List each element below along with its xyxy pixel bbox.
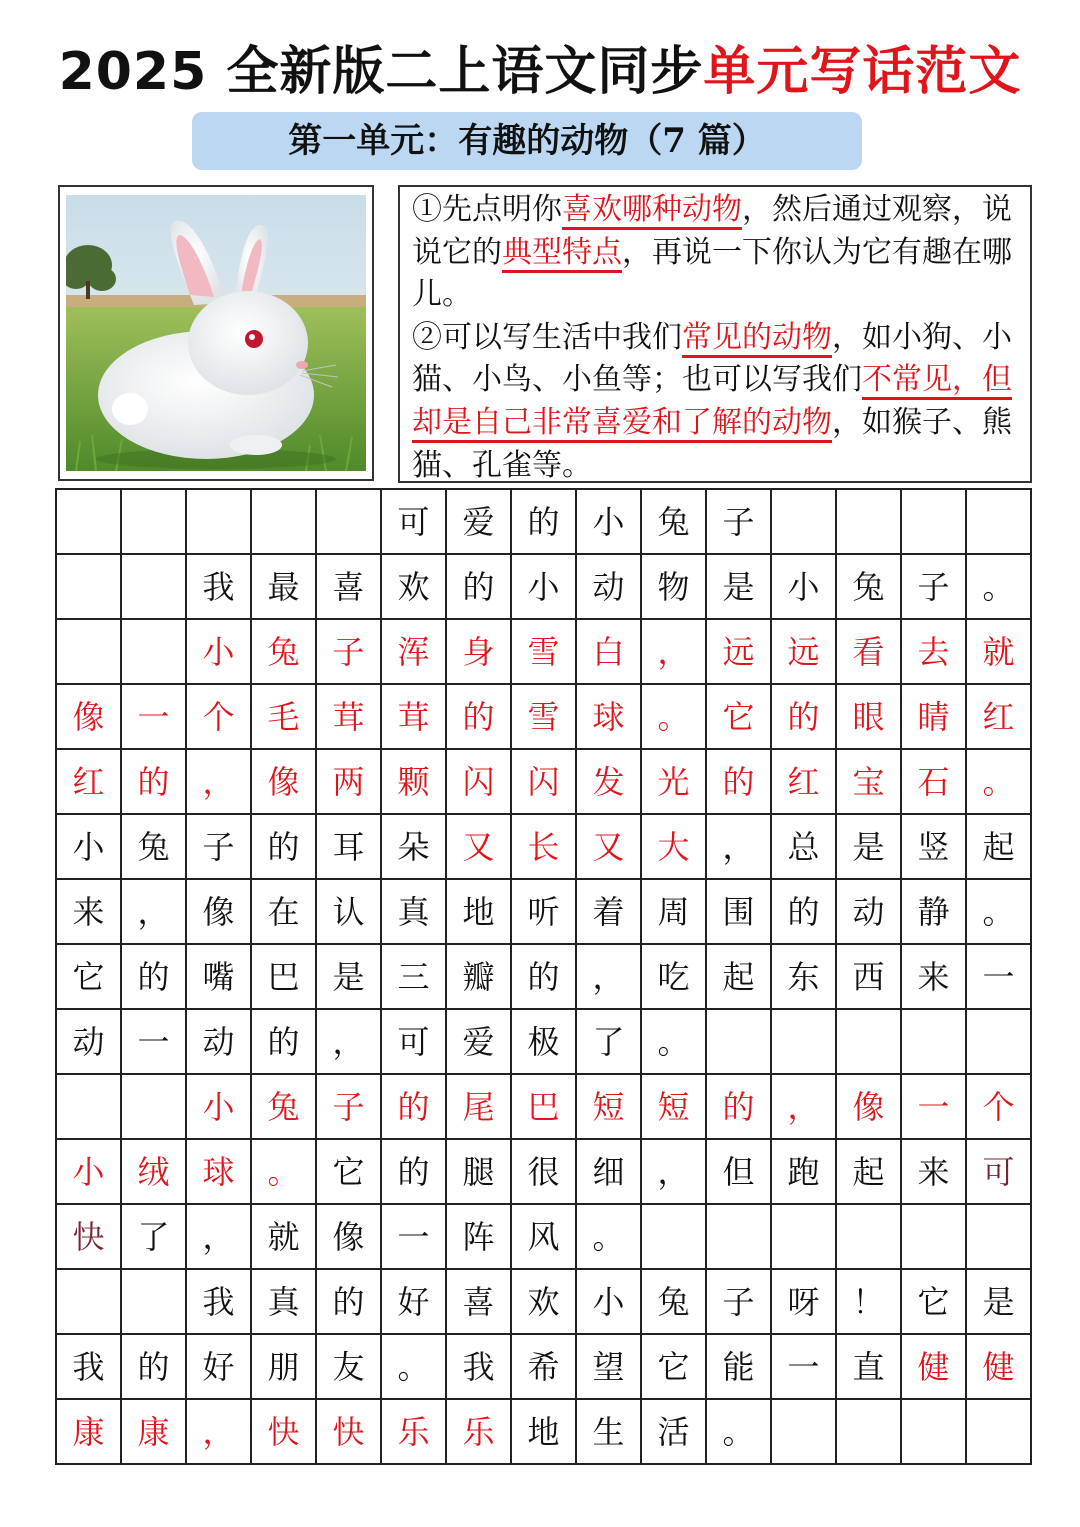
grid-cell [966,489,1031,554]
grid-cell: 像 [267,763,300,801]
grid-cell: 小 [72,1153,105,1191]
grid-cell: 的 [267,828,300,866]
writing-tips-box [398,185,1032,483]
grid-cell: 的 [787,698,820,736]
tip-highlight: 常见的动物 [682,320,832,358]
grid-cell: 动 [72,1023,105,1061]
grid-cell: 嘴 [202,958,235,996]
grid-cell: 。 [592,1218,625,1256]
grid-cell: 红 [982,698,1015,736]
grid-cell: 宝 [852,763,885,801]
grid-cell: 像 [852,1088,885,1126]
grid-cell [836,1399,901,1464]
title-part-red: 单元写话范文 [703,42,1022,102]
grid-cell: 一 [982,958,1015,996]
grid-cell: 能 [722,1348,755,1386]
grid-cell: 绒 [137,1153,170,1191]
grid-cell: ， [202,1413,235,1451]
grid-cell: 又 [462,828,495,866]
page-title [0,40,1080,104]
grid-cell: 远 [787,633,820,671]
grid-cell: 可 [397,1023,430,1061]
grid-cell: 物 [657,568,690,606]
grid-cell: 一 [137,1023,170,1061]
grid-cell: 静 [917,893,950,931]
grid-cell [966,1009,1031,1074]
grid-cell: 红 [72,763,105,801]
grid-cell [836,1204,901,1269]
grid-cell: 的 [462,698,495,736]
grid-cell: 球 [592,698,625,736]
grid-cell: 动 [852,893,885,931]
grid-cell: 光 [657,763,690,801]
grid-cell: 但 [722,1153,755,1191]
grid-cell: 我 [202,1283,235,1321]
grid-cell: 一 [917,1088,950,1126]
grid-cell: ， [592,958,625,996]
tip-text: ，如小狗、小猫、小鸟、小鱼等；也可以写我们 [412,319,1012,398]
grid-cell: 直 [852,1348,885,1386]
grid-cell [901,1204,966,1269]
grid-cell: 它 [72,958,105,996]
grid-cell: 闪 [527,763,560,801]
grid-cell: 来 [917,1153,950,1191]
grid-cell: 起 [852,1153,885,1191]
grid-cell: 茸 [397,698,430,736]
grid-cell: 子 [917,568,950,606]
grid-cell [706,1009,771,1074]
tip-highlight: 不常见，但却是自己非常喜爱和了解的动物 [412,362,1012,443]
grid-cell: 兔 [657,503,690,541]
grid-cell [121,554,186,619]
grid-cell: 的 [397,1153,430,1191]
grid-cell [56,619,121,684]
grid-cell: 就 [267,1218,300,1256]
grid-cell: 睛 [917,698,950,736]
grid-cell: 着 [592,893,625,931]
grid-cell: ， [332,1023,365,1061]
grid-cell: 腿 [462,1153,495,1191]
grid-cell: 的 [527,958,560,996]
grid-cell: 像 [202,893,235,931]
grid-cell: 兔 [137,828,170,866]
grid-cell: 一 [397,1218,430,1256]
tip-highlight: 喜欢哪种动物 [562,192,742,230]
grid-cell: 的 [332,1283,365,1321]
grid-cell: 欢 [397,568,430,606]
tip-text: ①先点明你 [412,192,562,227]
grid-cell: 地 [527,1413,560,1451]
grid-cell: 我 [202,568,235,606]
grid-cell: 的 [722,763,755,801]
grid-cell [56,554,121,619]
grid-cell: 朵 [397,828,430,866]
grid-cell: ， [657,633,690,671]
grid-cell: 茸 [332,698,365,736]
grid-cell: 是 [722,568,755,606]
grid-cell: 。 [657,1023,690,1061]
grid-cell: 大 [657,828,690,866]
essay-writing-grid [56,489,1031,1464]
grid-cell: 呀 [787,1283,820,1321]
grid-cell [901,489,966,554]
grid-cell [771,1204,836,1269]
tip-highlight: 典型特点 [502,235,622,273]
grid-cell: 在 [267,893,300,931]
grid-cell: 小 [72,828,105,866]
grid-cell: 子 [202,828,235,866]
grid-cell: 。 [657,698,690,736]
grid-cell: 阵 [462,1218,495,1256]
grid-cell: 它 [657,1348,690,1386]
grid-cell: 可 [397,503,430,541]
tip-text: ，再说一下你认为它有趣在哪儿。 [412,234,1012,313]
grid-cell: 希 [527,1348,560,1386]
grid-cell: 子 [722,1283,755,1321]
grid-cell: 地 [462,893,495,931]
grid-cell: 短 [592,1088,625,1126]
grid-cell: 。 [267,1153,300,1191]
grid-cell: 吃 [657,958,690,996]
grid-cell: 爱 [462,1023,495,1061]
grid-cell: 小 [202,1088,235,1126]
grid-cell: 起 [722,958,755,996]
grid-cell [121,1269,186,1334]
grid-cell: ！ [852,1283,885,1321]
grid-cell: 生 [592,1413,625,1451]
grid-cell: 个 [202,698,235,736]
grid-cell: 的 [722,1088,755,1126]
title-part-black: 2025 全新版二上语文同步 [58,42,704,102]
grid-cell: 认 [332,893,365,931]
grid-cell: 来 [72,893,105,931]
grid-cell: 子 [722,503,755,541]
grid-cell: 小 [202,633,235,671]
grid-cell: 。 [397,1348,430,1386]
tip-text: ，如猴子、熊猫、孔雀等。 [412,404,1012,483]
grid-cell: 就 [982,633,1015,671]
grid-cell [901,1009,966,1074]
grid-cell [121,489,186,554]
tip-paragraph-2 [412,317,1020,487]
grid-cell: 小 [527,568,560,606]
grid-cell: 东 [787,958,820,996]
grid-cell: 它 [332,1153,365,1191]
grid-cell [836,1009,901,1074]
grid-cell: 快 [267,1413,300,1451]
grid-cell: 起 [982,828,1015,866]
grid-cell: 是 [982,1283,1015,1321]
grid-cell: 去 [917,633,950,671]
grid-cell: 细 [592,1153,625,1191]
grid-cell: 小 [787,568,820,606]
grid-cell: 小 [592,503,625,541]
grid-cell: 了 [137,1218,170,1256]
grid-cell: 欢 [527,1283,560,1321]
grid-cell: 两 [332,763,365,801]
grid-cell [121,619,186,684]
grid-cell: 快 [72,1218,105,1256]
grid-cell: 竖 [917,828,950,866]
grid-cell [966,1204,1031,1269]
grid-cell: 乐 [397,1413,430,1451]
grid-cell [56,1269,121,1334]
grid-cell: 动 [592,568,625,606]
grid-cell: 白 [592,633,625,671]
grid-cell: 它 [722,698,755,736]
grid-cell [56,1074,121,1139]
grid-cell: 我 [72,1348,105,1386]
grid-cell [251,489,316,554]
grid-cell: 是 [332,958,365,996]
grid-cell: 身 [462,633,495,671]
grid-cell: 活 [657,1413,690,1451]
grid-cell: 喜 [332,568,365,606]
grid-cell [186,489,251,554]
grid-cell [641,1204,706,1269]
grid-cell: 兔 [657,1283,690,1321]
grid-cell: 毛 [267,698,300,736]
grid-cell: 的 [462,568,495,606]
grid-cell: 来 [917,958,950,996]
grid-cell: 望 [592,1348,625,1386]
grid-cell: 红 [787,763,820,801]
grid-cell: 小 [592,1283,625,1321]
grid-cell: 快 [332,1413,365,1451]
grid-cell: ， [202,763,235,801]
grid-cell [966,1399,1031,1464]
grid-cell: 短 [657,1088,690,1126]
rabbit-photo-frame [58,185,374,481]
grid-cell: 友 [332,1348,365,1386]
grid-cell: 围 [722,893,755,931]
grid-cell: 像 [332,1218,365,1256]
grid-cell: 的 [137,1348,170,1386]
grid-cell: 球 [202,1153,235,1191]
grid-cell: 总 [787,828,820,866]
grid-cell: 可 [982,1153,1015,1191]
white-rabbit-illustration [66,195,366,471]
grid-cell: 。 [982,763,1015,801]
rabbit-photo [66,195,366,471]
grid-cell: 。 [722,1413,755,1451]
tip-paragraph-1 [412,189,1020,317]
grid-cell: 耳 [332,828,365,866]
grid-cell: ， [657,1153,690,1191]
grid-cell: 朋 [267,1348,300,1386]
grid-cell [771,1399,836,1464]
grid-cell: 颗 [397,763,430,801]
grid-cell [901,1399,966,1464]
grid-cell: ， [202,1218,235,1256]
grid-cell [706,1204,771,1269]
grid-cell [771,1009,836,1074]
grid-cell [56,489,121,554]
grid-cell: 的 [137,958,170,996]
grid-cell: 又 [592,828,625,866]
grid-cell: 闪 [462,763,495,801]
grid-cell: 雪 [527,633,560,671]
grid-cell: 眼 [852,698,885,736]
grid-cell: 子 [332,1088,365,1126]
grid-cell: 极 [527,1023,560,1061]
grid-cell: 长 [527,828,560,866]
grid-cell: 兔 [267,633,300,671]
grid-cell: 像 [72,698,105,736]
grid-cell: 远 [722,633,755,671]
grid-cell: 一 [137,698,170,736]
grid-cell: 康 [72,1413,105,1451]
grid-cell: 健 [982,1348,1015,1386]
grid-cell: 浑 [397,633,430,671]
grid-cell: 真 [397,893,430,931]
grid-cell: 乐 [462,1413,495,1451]
grid-cell: 我 [462,1348,495,1386]
grid-cell: 的 [527,503,560,541]
grid-cell [836,489,901,554]
grid-cell: 一 [787,1348,820,1386]
grid-cell: 它 [917,1283,950,1321]
grid-cell: 喜 [462,1283,495,1321]
grid-cell: 的 [137,763,170,801]
grid-cell: 好 [397,1283,430,1321]
grid-cell: 康 [137,1413,170,1451]
grid-cell: 听 [527,893,560,931]
grid-cell: 健 [917,1348,950,1386]
grid-cell: 石 [917,763,950,801]
grid-cell: 三 [397,958,430,996]
grid-cell: 发 [592,763,625,801]
grid-cell: 很 [527,1153,560,1191]
grid-cell: 了 [592,1023,625,1061]
grid-cell: 子 [332,633,365,671]
grid-cell: 动 [202,1023,235,1061]
grid-cell: 是 [852,828,885,866]
grid-cell: 爱 [462,503,495,541]
grid-cell: 的 [267,1023,300,1061]
grid-cell: 巴 [527,1088,560,1126]
grid-cell: 真 [267,1283,300,1321]
grid-cell: 兔 [852,568,885,606]
grid-cell: 巴 [267,958,300,996]
grid-cell: ， [722,828,755,866]
grid-cell: 的 [787,893,820,931]
grid-cell: 个 [982,1088,1015,1126]
grid-cell: 。 [982,893,1015,931]
grid-cell: 看 [852,633,885,671]
grid-cell: 好 [202,1348,235,1386]
grid-cell [316,489,381,554]
grid-cell: 周 [657,893,690,931]
grid-cell: 最 [267,568,300,606]
grid-cell: 。 [982,568,1015,606]
grid-cell: ， [137,893,170,931]
grid-cell [771,489,836,554]
grid-cell: 跑 [787,1153,820,1191]
grid-cell: 尾 [462,1088,495,1126]
grid-cell: 瓣 [462,958,495,996]
grid-cell: 雪 [527,698,560,736]
grid-cell: ， [787,1088,820,1126]
grid-cell [121,1074,186,1139]
tip-text: ②可以写生活中我们 [412,319,682,355]
grid-cell: 西 [852,958,885,996]
grid-cell: 风 [527,1218,560,1256]
unit-subtitle-banner: 第一单元：有趣的动物（7 篇） [192,112,862,170]
tip-text: ，然后通过观察，说说它的 [412,192,1012,270]
grid-cell: 的 [397,1088,430,1126]
grid-cell: 兔 [267,1088,300,1126]
